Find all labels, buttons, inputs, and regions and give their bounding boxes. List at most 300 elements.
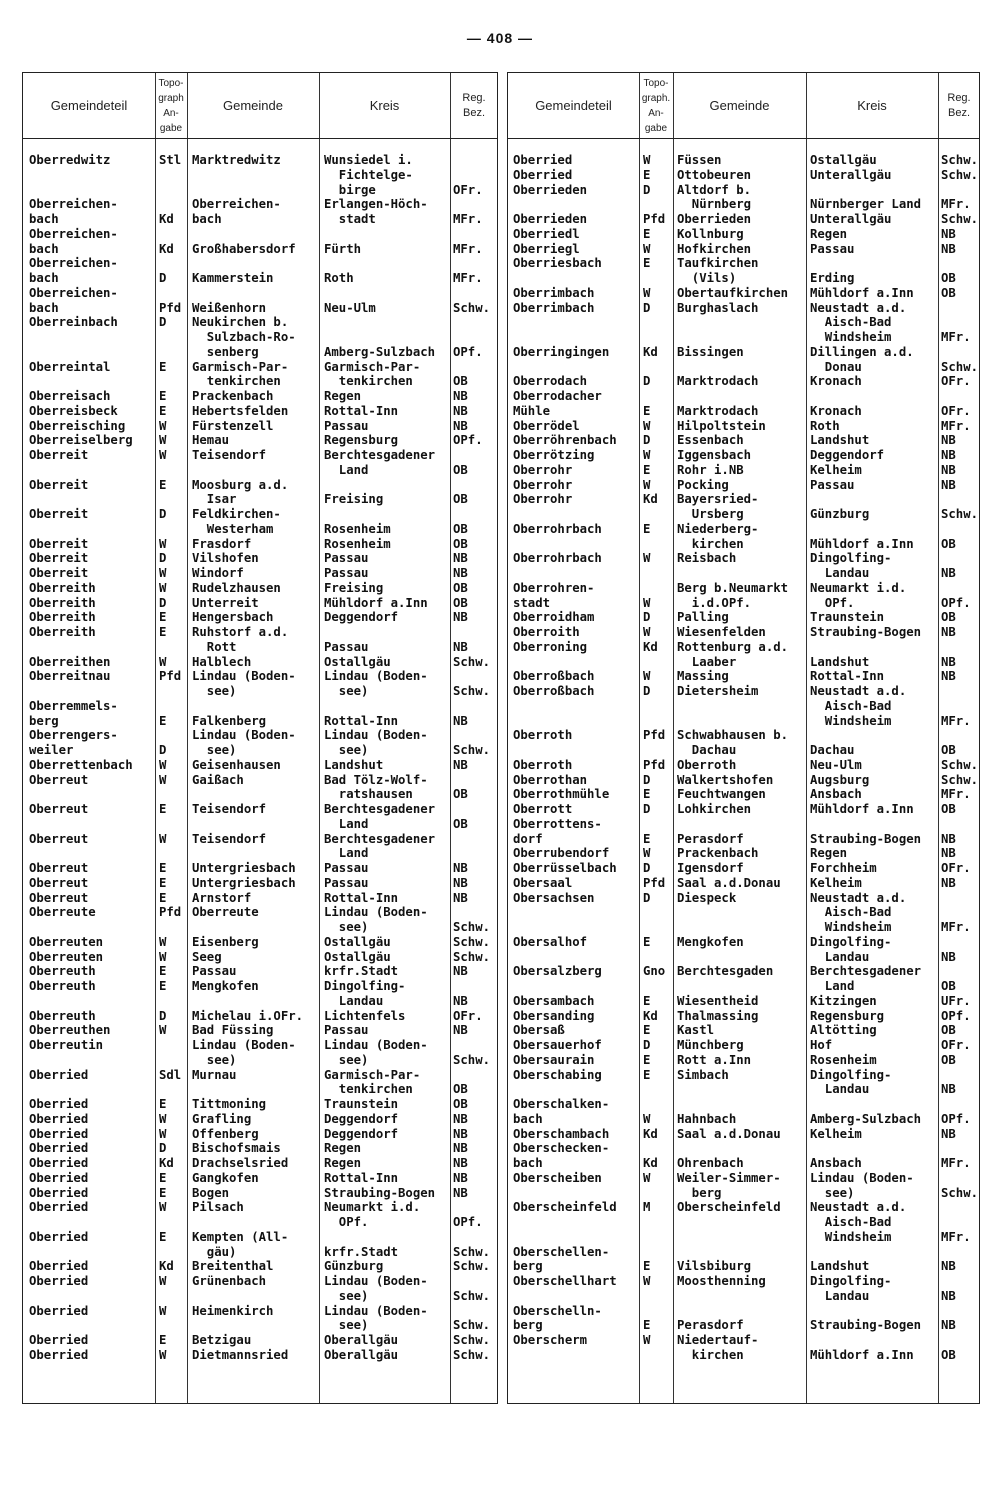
topo-cell: W [643, 669, 651, 684]
reg-cell: Schw. [453, 654, 491, 669]
gemeindeteil-cell: Obersalhof [513, 934, 588, 949]
gemeindeteil-cell: Oberried [29, 1111, 89, 1126]
reg-cell: OFr. [941, 374, 971, 389]
gemeindeteil-cell: Oberreut [29, 831, 89, 846]
reg-cell: NB [453, 551, 468, 566]
kreis-cell: Aisch-Bad [810, 315, 892, 330]
gemeindeteil-cell: Oberrieden [513, 182, 588, 197]
gemeinde-cell: Oberrieden [677, 212, 752, 226]
gemeindeteil-cell: Oberröhrenbach [513, 433, 617, 448]
topo-cell: Kd [159, 212, 174, 226]
gemeinde-cell: Laaber [677, 654, 737, 669]
gemeinde-cell: Moosthenning [677, 1274, 766, 1288]
gemeinde-cell: Essenbach [677, 433, 744, 448]
gemeinde-cell: Pilsach [192, 1200, 244, 1215]
kreis-cell: Rottal-Inn [324, 713, 399, 728]
topo-cell: Pfd [643, 875, 666, 890]
header-kreis: Kreis [369, 98, 400, 113]
table-row [23, 404, 497, 419]
kreis-cell: Regen [324, 1141, 362, 1156]
reg-cell: OB [453, 595, 468, 610]
reg-cell: NB [941, 949, 956, 964]
table-row [23, 566, 497, 581]
gemeindeteil-cell: dorf [513, 831, 543, 846]
gemeinde-cell: Teisendorf [192, 448, 267, 462]
header-rule [508, 138, 979, 139]
table-row [23, 596, 497, 611]
gemeinde-cell: Michelau i.OFr. [192, 1008, 304, 1023]
topo-cell: W [159, 433, 167, 448]
gemeindeteil-cell: Oberried [513, 167, 573, 182]
table-row [508, 1230, 979, 1245]
gemeindeteil-cell: Oberrodach [513, 374, 588, 389]
kreis-cell: Roth [324, 271, 354, 285]
gemeinde-cell: Hilpoltstein [677, 418, 766, 433]
table-row [23, 168, 497, 183]
gemeindeteil-cell: Oberreithen [29, 654, 111, 669]
gemeinde-cell: Moosburg a.d. [192, 477, 289, 492]
kreis-cell: Rottal-Inn [324, 890, 399, 905]
table-row [23, 758, 497, 773]
gemeinde-cell: Westerham [192, 521, 274, 536]
topo-cell: E [159, 875, 167, 890]
kreis-cell: Ostallgäu [324, 949, 391, 964]
kreis-cell: krfr.Stadt [324, 964, 399, 979]
gemeindeteil-cell: Oberreith [29, 580, 96, 595]
right-table [507, 72, 980, 1404]
reg-cell: Schw. [453, 1259, 491, 1274]
gemeindeteil-cell: Oberriegl [513, 241, 580, 256]
reg-cell: NB [941, 1288, 956, 1303]
table-row [23, 950, 497, 965]
table-row [508, 271, 979, 286]
kreis-cell: Landau [810, 1288, 870, 1303]
gemeinde-cell: Lohkirchen [677, 802, 752, 816]
gemeindeteil-cell: Oberreutin [29, 1038, 104, 1052]
reg-cell: MFr. [453, 241, 483, 256]
gemeinde-cell: Bischofsmais [192, 1141, 281, 1156]
gemeinde-cell: Untergriesbach [192, 875, 296, 890]
gemeindeteil-cell: Oberreuth [29, 979, 96, 993]
reg-cell: OFr. [453, 1008, 483, 1023]
table-row [23, 448, 497, 463]
kreis-cell: Landau [810, 566, 870, 580]
table-row [508, 773, 979, 788]
gemeinde-cell: see) [192, 684, 237, 698]
kreis-cell: Oberallgäu [324, 1347, 399, 1362]
header-topo: Topo- graph. An- gabe [641, 77, 671, 134]
table-row [508, 1318, 979, 1333]
reg-cell: NB [453, 993, 468, 1008]
gemeindeteil-cell: Oberried [29, 1274, 89, 1288]
table-row [23, 1200, 497, 1215]
gemeindeteil-cell: Obersaal [513, 875, 573, 890]
topo-cell: W [643, 477, 651, 492]
reg-cell: OB [941, 610, 956, 625]
reg-cell: NB [453, 1170, 468, 1185]
reg-cell: Schw. [941, 1185, 979, 1200]
kreis-cell: Altötting [810, 1023, 877, 1038]
gemeindeteil-cell: Oberreisching [29, 418, 126, 433]
reg-cell: OB [941, 1347, 956, 1362]
kreis-cell: Rosenheim [324, 536, 391, 551]
table-row [508, 1038, 979, 1053]
gemeindeteil-cell: Oberrohr [513, 492, 573, 507]
kreis-cell: Passau [324, 566, 369, 580]
reg-cell: NB [453, 389, 468, 403]
gemeinde-cell: Passau [192, 964, 237, 979]
reg-cell: OB [453, 536, 468, 551]
topo-cell: D [643, 374, 651, 389]
gemeinde-cell: Prackenbach [677, 846, 759, 861]
table-row [23, 817, 497, 832]
gemeindeteil-cell: Oberreuth [29, 964, 96, 979]
kreis-cell: Kelheim [810, 1126, 862, 1141]
table-row [23, 1171, 497, 1186]
gemeinde-cell: Iggensbach [677, 448, 752, 462]
gemeinde-cell: Betzigau [192, 1333, 252, 1347]
gemeindeteil-cell: Oberschellen- [513, 1244, 610, 1259]
table-row [23, 492, 497, 507]
gemeindeteil-cell: bach [29, 300, 59, 315]
topo-cell: E [643, 831, 651, 846]
reg-cell: Schw. [453, 949, 491, 964]
table-row [23, 153, 497, 168]
kreis-cell: Windsheim [810, 1229, 892, 1244]
reg-cell: OB [941, 743, 956, 757]
reg-cell: NB [941, 654, 956, 669]
gemeinde-cell: (Vils) [677, 271, 737, 285]
gemeinde-cell: Diespeck [677, 890, 737, 905]
gemeinde-cell: Niederberg- [677, 521, 759, 536]
kreis-cell: Amberg-Sulzbach [810, 1111, 922, 1126]
reg-cell: OB [941, 536, 956, 551]
gemeinde-cell: Rott [192, 639, 237, 654]
gemeinde-cell: Kastl [677, 1023, 715, 1038]
table-row [508, 522, 979, 537]
reg-cell: UFr. [941, 993, 971, 1008]
reg-cell: OB [941, 271, 956, 285]
kreis-cell: Dillingen a.d. [810, 344, 914, 359]
table-row [508, 758, 979, 773]
reg-cell: NB [453, 861, 468, 875]
gemeindeteil-cell: Oberreit [29, 507, 89, 521]
gemeinde-cell: Ohrenbach [677, 1156, 744, 1170]
topo-cell: E [159, 1333, 167, 1347]
gemeindeteil-cell: Oberried [29, 1126, 89, 1141]
kreis-cell: tenkirchen [324, 374, 413, 389]
topo-cell: W [159, 831, 167, 846]
gemeinde-cell: Dachau [677, 743, 737, 757]
table-row [23, 1068, 497, 1083]
gemeindeteil-cell: Oberried [513, 153, 573, 167]
kreis-cell: Lindau (Boden- [324, 1274, 428, 1288]
topo-cell: E [643, 226, 651, 241]
gemeindeteil-cell: Oberreit [29, 536, 89, 551]
gemeinde-cell: Marktrodach [677, 403, 759, 418]
gemeinde-cell: Oberscheinfeld [677, 1200, 781, 1215]
gemeinde-cell: Igensdorf [677, 861, 744, 875]
kreis-cell: Berchtesgadener [324, 831, 436, 846]
reg-cell: OB [453, 521, 468, 536]
topo-cell: W [159, 772, 167, 787]
table-row [508, 256, 979, 271]
kreis-cell: Günzburg [324, 1259, 384, 1274]
reg-cell: OPf. [941, 1111, 971, 1126]
kreis-cell: Regensburg [324, 433, 399, 448]
gemeinde-cell: Oberreute [192, 905, 259, 920]
table-row [508, 979, 979, 994]
topo-cell: E [643, 403, 651, 418]
gemeindeteil-cell: Oberrohrbach [513, 521, 602, 536]
kreis-cell: Neumarkt i.d. [324, 1200, 421, 1215]
table-row [508, 433, 979, 448]
reg-cell: NB [941, 846, 956, 861]
topo-cell: Pfd [643, 757, 666, 772]
gemeinde-cell: Bissingen [677, 344, 744, 359]
gemeindeteil-cell: Oberrohrbach [513, 551, 602, 566]
gemeindeteil-cell: Oberrothmühle [513, 787, 610, 802]
table-row [23, 728, 497, 743]
table-row [508, 817, 979, 832]
gemeinde-cell: Berg b.Neumarkt [677, 580, 789, 595]
topo-cell: W [159, 949, 167, 964]
gemeindeteil-cell: Oberreit [29, 551, 89, 566]
table-row [23, 905, 497, 920]
reg-cell: Schw. [453, 1318, 491, 1333]
topo-cell: E [643, 993, 651, 1008]
gemeinde-cell: Ursberg [677, 507, 744, 521]
topo-cell: W [159, 580, 167, 595]
table-row [508, 1348, 979, 1363]
reg-cell: Schw. [941, 507, 979, 521]
reg-cell: NB [453, 403, 468, 418]
gemeinde-cell: Wiesentheid [677, 993, 759, 1008]
kreis-cell: Bad Tölz-Wolf- [324, 772, 428, 787]
table-row [23, 935, 497, 950]
table-row [23, 1333, 497, 1348]
table-row [23, 286, 497, 301]
kreis-cell: Kronach [810, 374, 862, 389]
topo-cell: W [159, 566, 167, 580]
table-row [508, 876, 979, 891]
table-row [508, 286, 979, 301]
reg-cell: OB [453, 816, 468, 831]
table-row [23, 301, 497, 316]
kreis-cell: Fichtelge- [324, 167, 413, 182]
reg-cell: OB [453, 1082, 468, 1097]
topo-cell: W [643, 1333, 651, 1347]
kreis-cell: Land [324, 462, 369, 477]
topo-cell: E [159, 1097, 167, 1111]
gemeindeteil-cell: Oberreith [29, 625, 96, 639]
gemeindeteil-cell: Oberried [29, 1185, 89, 1200]
gemeindeteil-cell: Oberreuten [29, 949, 104, 964]
gemeindeteil-cell: Oberried [29, 1067, 89, 1082]
topo-cell: E [159, 861, 167, 875]
gemeindeteil-cell: Oberrothan [513, 772, 588, 787]
table-row [23, 1082, 497, 1097]
kreis-cell: Forchheim [810, 861, 877, 875]
table-row [23, 1141, 497, 1156]
table-row [508, 1274, 979, 1289]
table-row [508, 1082, 979, 1097]
topo-cell: D [159, 1141, 167, 1156]
kreis-cell: Traunstein [810, 610, 885, 625]
kreis-cell: Nürnberger Land [810, 197, 922, 212]
gemeindeteil-cell: Oberreinbach [29, 315, 118, 330]
topo-cell: E [159, 1229, 167, 1244]
reg-cell: NB [941, 1126, 956, 1141]
gemeinde-cell: Perasdorf [677, 1318, 744, 1333]
topo-cell: W [159, 654, 167, 669]
gemeindeteil-cell: Oberried [29, 1097, 89, 1111]
topo-cell: W [159, 1023, 167, 1038]
reg-cell: MFr. [453, 271, 483, 285]
gemeindeteil-cell: Oberried [29, 1170, 89, 1185]
reg-cell: NB [941, 1318, 956, 1333]
gemeinde-cell: Heimenkirch [192, 1303, 274, 1318]
kreis-cell: Neustadt a.d. [810, 1200, 907, 1215]
reg-cell: OFr. [453, 182, 483, 197]
gemeinde-cell: Lindau (Boden- [192, 728, 296, 743]
kreis-cell: Straubing-Bogen [810, 831, 922, 846]
kreis-cell: Mühldorf a.Inn [810, 1347, 914, 1362]
gemeinde-cell: Saal a.d.Donau [677, 1126, 781, 1141]
kreis-cell: Landau [810, 949, 870, 964]
gemeinde-cell: Dietmannsried [192, 1347, 289, 1362]
gemeinde-cell: Kempten (All- [192, 1229, 289, 1244]
gemeindeteil-cell: Oberreut [29, 875, 89, 890]
topo-cell: Pfd [159, 300, 182, 315]
table-row [23, 1259, 497, 1274]
kreis-cell: Mühldorf a.Inn [810, 285, 914, 300]
kreis-cell: Mühldorf a.Inn [810, 536, 914, 551]
kreis-cell: Passau [324, 875, 369, 890]
topo-cell: Kd [159, 1259, 174, 1274]
topo-cell: W [159, 1111, 167, 1126]
topo-cell: E [159, 389, 167, 403]
topo-cell: W [643, 153, 651, 167]
gemeinde-cell: Hengersbach [192, 610, 274, 625]
table-row [508, 1215, 979, 1230]
gemeinde-cell: Vilsbiburg [677, 1259, 752, 1274]
kreis-cell: Dingolfing- [810, 1067, 892, 1082]
table-row [508, 301, 979, 316]
table-row [508, 345, 979, 360]
reg-cell: NB [453, 418, 468, 433]
kreis-cell: Lindau (Boden- [324, 728, 428, 743]
table-row [508, 655, 979, 670]
kreis-cell: Passau [324, 639, 369, 654]
kreis-cell: Mühldorf a.Inn [810, 802, 914, 816]
reg-cell: Schw. [453, 743, 491, 757]
table-row [508, 699, 979, 714]
topo-cell: W [643, 241, 651, 256]
reg-cell: OPf. [941, 1008, 971, 1023]
gemeindeteil-cell: Oberscherm [513, 1333, 588, 1347]
table-row [23, 1023, 497, 1038]
reg-cell: OB [941, 1052, 956, 1067]
table-row [508, 994, 979, 1009]
table-row [508, 507, 979, 522]
reg-cell: Schw. [453, 1052, 491, 1067]
topo-cell: Kd [643, 492, 658, 507]
topo-cell: D [643, 610, 651, 625]
table-row [23, 419, 497, 434]
topo-cell: E [643, 167, 651, 182]
topo-cell: W [159, 1126, 167, 1141]
gemeindeteil-cell: Oberroßbach [513, 684, 595, 698]
reg-cell: MFr. [941, 787, 971, 802]
gemeinde-cell: Dietersheim [677, 684, 759, 698]
gemeinde-cell: Arnstorf [192, 890, 252, 905]
reg-cell: NB [941, 625, 956, 639]
topo-cell: E [643, 1318, 651, 1333]
table-row [23, 994, 497, 1009]
header-kreis: Kreis [857, 98, 887, 113]
kreis-cell: Passau [324, 861, 369, 875]
kreis-cell: Dingolfing- [810, 551, 892, 566]
gemeinde-cell: Halblech [192, 654, 252, 669]
gemeinde-cell: Bad Füssing [192, 1023, 274, 1038]
left-table [22, 72, 498, 1404]
gemeindeteil-cell: Oberrubendorf [513, 846, 610, 861]
kreis-cell: Unterallgäu [810, 167, 892, 182]
kreis-cell: Kitzingen [810, 993, 877, 1008]
gemeinde-cell: Mengkofen [192, 979, 259, 993]
gemeinde-cell: Gangkofen [192, 1170, 259, 1185]
kreis-cell: Passau [324, 551, 369, 566]
gemeindeteil-cell: Oberreiselberg [29, 433, 133, 448]
table-row [23, 1097, 497, 1112]
reg-cell: NB [941, 226, 956, 241]
reg-cell: OB [941, 285, 956, 300]
kreis-cell: Ostallgäu [324, 654, 391, 669]
kreis-cell: Landau [324, 993, 384, 1008]
kreis-cell: Deggendorf [324, 1126, 399, 1141]
gemeinde-cell: Berchtesgaden [677, 964, 774, 979]
kreis-cell: see) [324, 743, 369, 757]
table-row [23, 581, 497, 596]
kreis-cell: Unterallgäu [810, 212, 892, 226]
table-row [508, 935, 979, 950]
kreis-cell: Landau [810, 1082, 870, 1097]
reg-cell: NB [453, 875, 468, 890]
kreis-cell: Dingolfing- [810, 934, 892, 949]
table-row [23, 330, 497, 345]
kreis-cell: Kelheim [810, 875, 862, 890]
topo-cell: E [159, 1185, 167, 1200]
gemeindeteil-cell: Oberrötzing [513, 448, 595, 462]
gemeindeteil-cell: Oberrüsselbach [513, 861, 617, 875]
gemeindeteil-cell: Oberriesbach [513, 256, 602, 271]
gemeinde-cell: Hemau [192, 433, 230, 448]
table-row [23, 1009, 497, 1024]
gemeindeteil-cell: bach [513, 1156, 543, 1170]
reg-cell: NB [941, 669, 956, 684]
kreis-cell: Rosenheim [810, 1052, 877, 1067]
table-row [23, 1230, 497, 1245]
gemeinde-cell: Walkertshofen [677, 772, 774, 787]
gemeindeteil-cell: Oberreith [29, 610, 96, 625]
table-row [23, 183, 497, 198]
gemeindeteil-cell: Oberreut [29, 772, 89, 787]
topo-cell: D [643, 802, 651, 816]
gemeindeteil-cell: Oberschellhart [513, 1274, 617, 1288]
table-row [23, 625, 497, 640]
kreis-cell: Deggendorf [324, 1111, 399, 1126]
